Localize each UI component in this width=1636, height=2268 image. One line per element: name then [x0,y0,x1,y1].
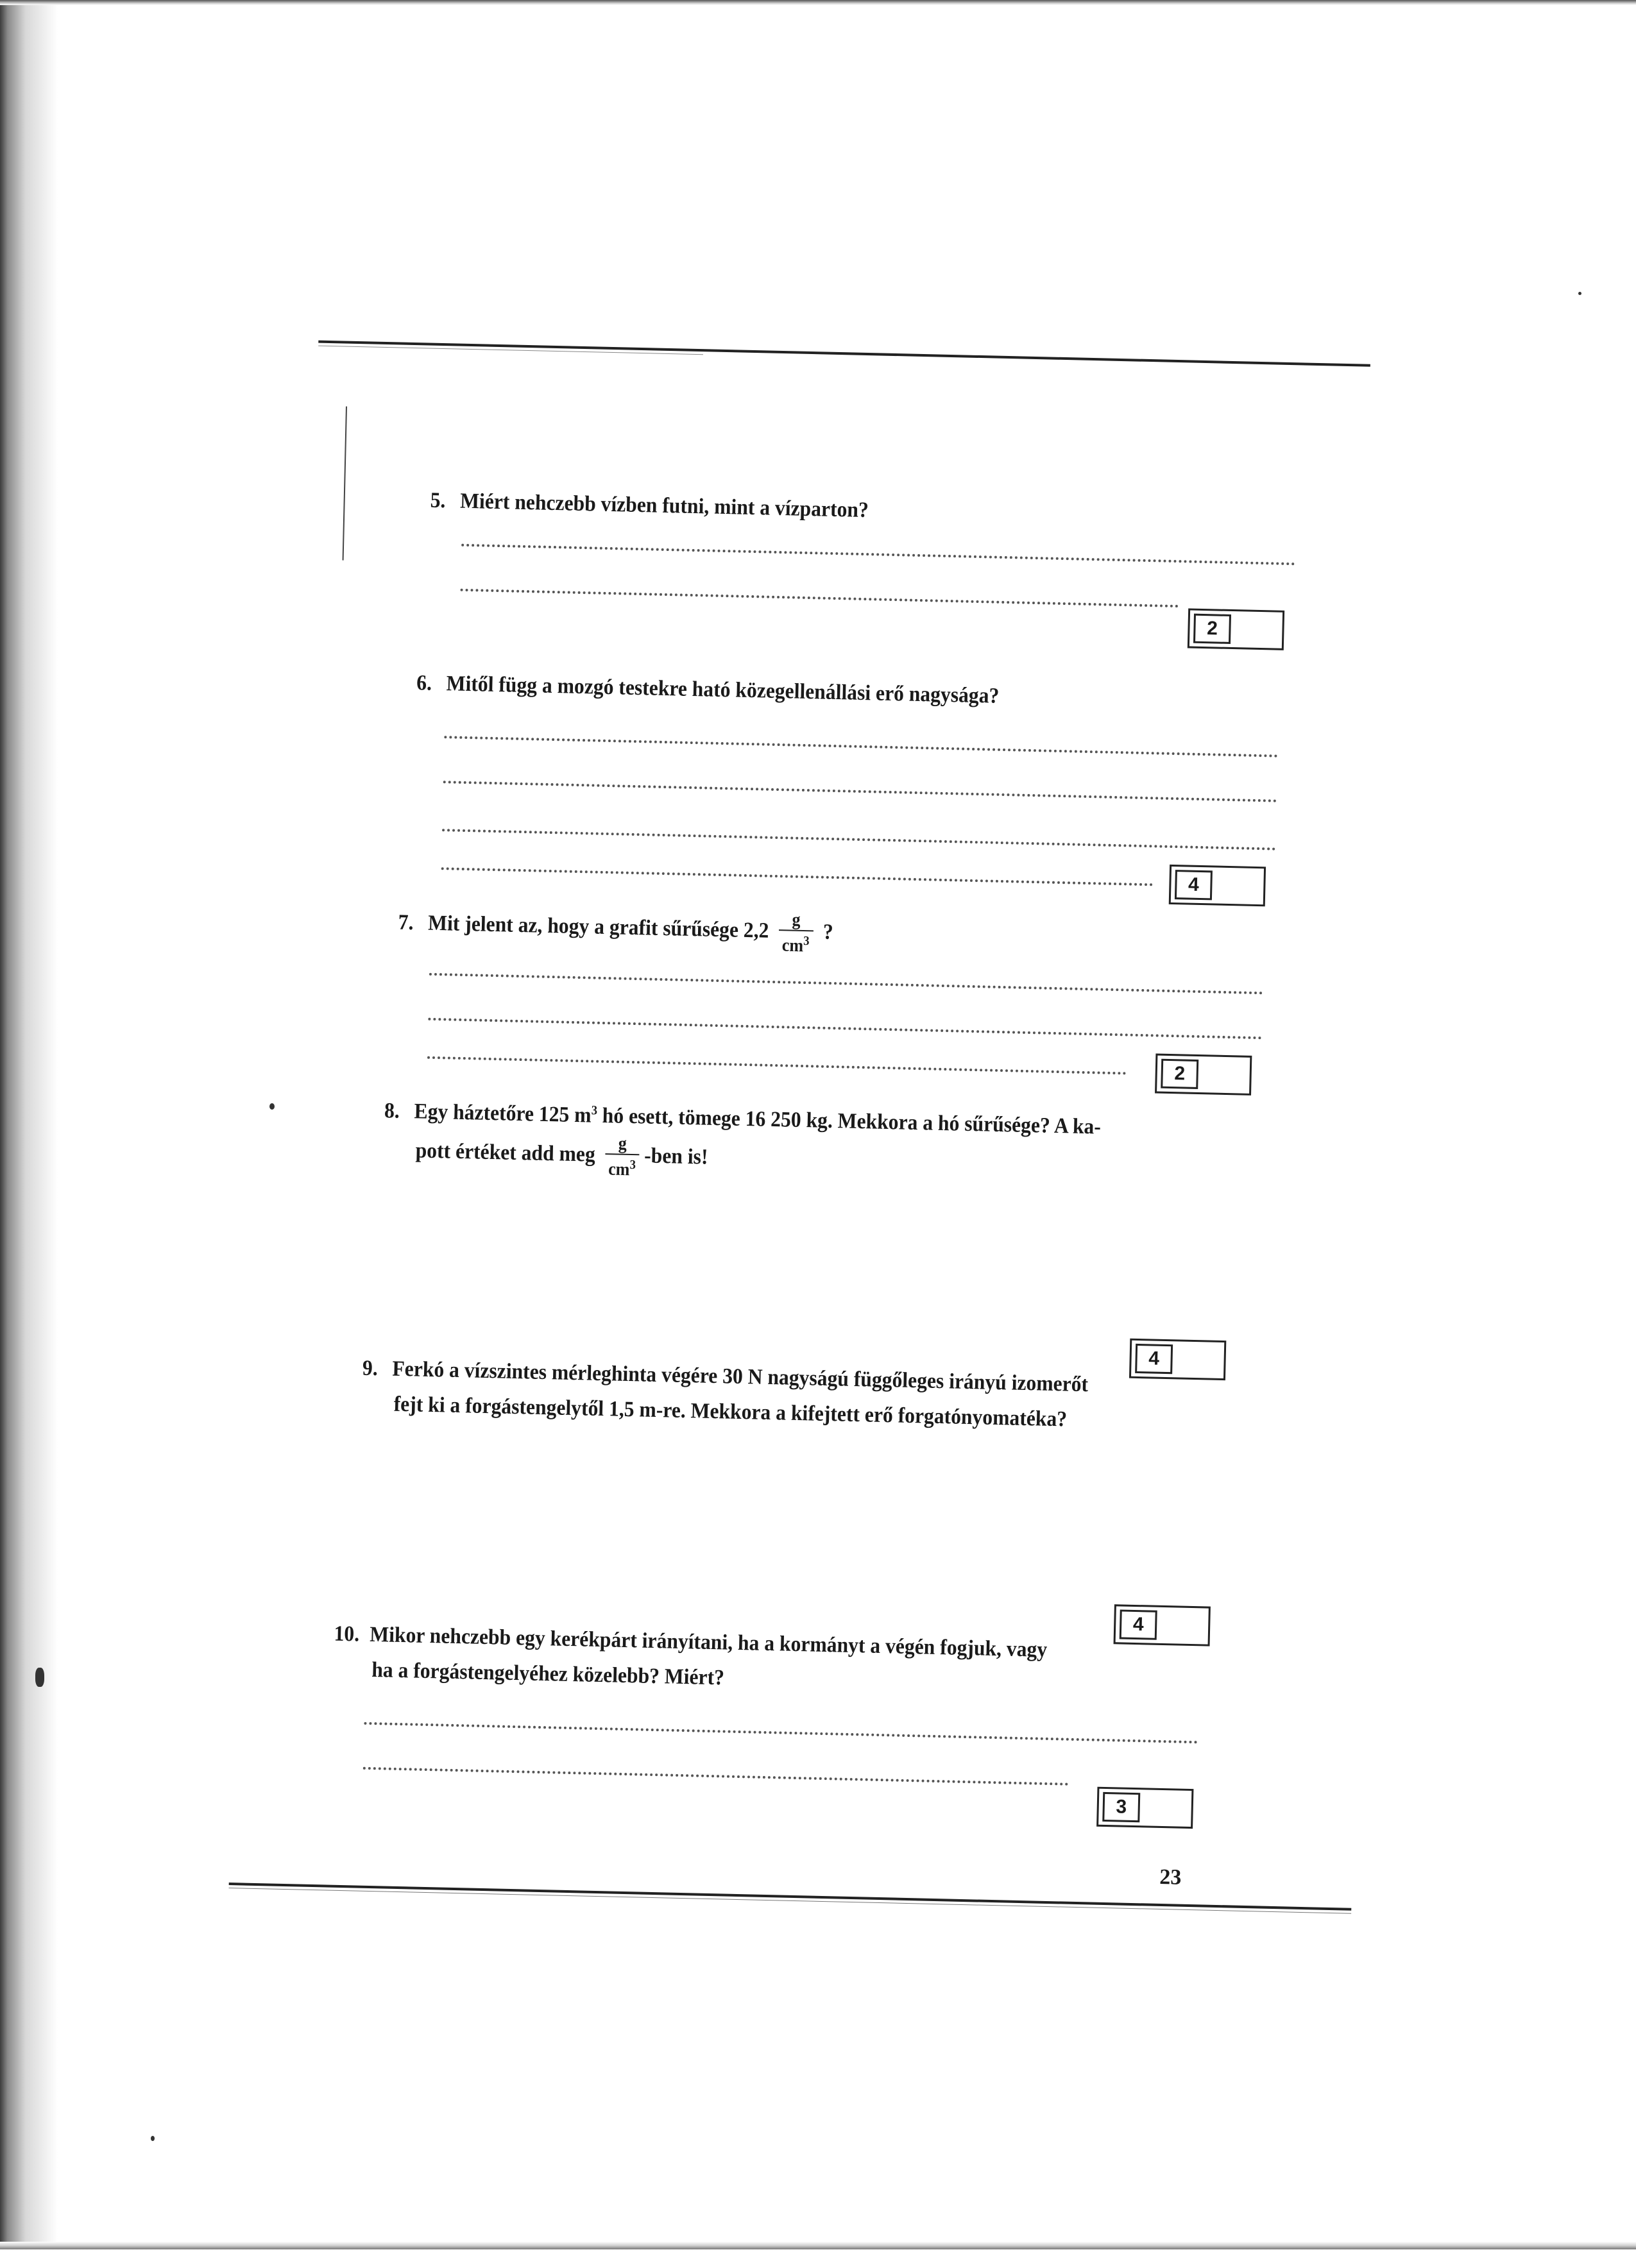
score-empty-cell[interactable] [1198,1056,1250,1094]
scan-speck [35,1668,44,1687]
answer-line[interactable] [441,867,1154,886]
scan-speck [269,1103,275,1110]
footer-rule [229,1883,1352,1911]
header-rule [318,341,1370,367]
question-5 [430,486,869,526]
question-text-line1: Ferkó a vízszintes mérleghinta végére 30 N nagyságú függőleges irányú izomerőt [392,1357,1089,1397]
score-empty-cell[interactable] [1157,1607,1209,1645]
question-number: 6. [416,671,432,695]
score-value: 4 [1175,870,1213,900]
question-8-line2: pott értéket add meg $\frac{g}{cm^3}$ -ben is! [415,1133,708,1180]
question-text-line2: ha a forgástengelyéhez közelebb? Miért? [371,1658,725,1690]
question-text-line1: Egy háztetőre 125 $m^3$ hó esett, tömege 16 250 kg. Mekkora a hó sűrűsége? A ka- [414,1099,1102,1139]
score-box [1129,1339,1226,1380]
question-7 [398,902,833,957]
margin-rule [343,407,347,561]
scan-speck [151,2136,155,2141]
score-value: 2 [1161,1059,1198,1089]
score-box [1114,1604,1211,1646]
question-text: Miért nehczebb vízben futni, mint a vízparton? [459,489,869,523]
question-text-line1: Mikor nehczebb egy kerékpárt irányítani, ha a kormányt a végén fogjuk, vagy [369,1622,1048,1662]
question-text-line2: fejt ki a forgástengelytől 1,5 m-re. Mekkora a kifejtett erő forgatónyomatéka? [393,1392,1068,1432]
question-number: 7. [398,910,414,935]
answer-line[interactable] [443,781,1277,802]
score-empty-cell[interactable] [1139,1790,1191,1827]
answer-line[interactable] [429,973,1263,994]
score-value: 2 [1193,614,1231,644]
footer-rule-thin [229,1888,1352,1914]
score-box [1169,865,1266,906]
question-6 [416,668,1000,712]
fraction-g-per-cm3: $\frac{g}{cm^3}$ [604,1134,640,1180]
answer-line[interactable] [428,1018,1262,1039]
answer-line[interactable] [442,829,1276,850]
question-10-line2 [371,1655,725,1693]
question-number: 5. [430,488,446,513]
answer-line[interactable] [444,736,1278,757]
fraction-g-per-cm3: $\frac{g}{cm^3}$ [778,910,814,956]
score-value: 4 [1135,1344,1173,1374]
question-number: 9. [362,1356,379,1381]
score-empty-cell[interactable] [1172,1341,1224,1378]
score-box [1096,1787,1193,1829]
score-value: 3 [1102,1792,1140,1822]
score-box [1155,1053,1252,1095]
question-number: 8. [384,1099,400,1124]
scan-speck [1578,292,1581,295]
question-number: 10. [334,1621,360,1646]
score-empty-cell[interactable] [1212,867,1264,904]
answer-line[interactable] [461,589,1179,607]
question-text: Mitől függ a mozgó testekre ható közegellenállási erő nagysága? [446,672,1000,708]
question-text: Mit jelent az, hogy a grafit sűrűsége 2,2 [427,911,769,943]
answer-line[interactable] [363,1767,1069,1786]
question-mark: ? [822,920,834,945]
score-empty-cell[interactable] [1231,611,1282,648]
answer-line[interactable] [364,1722,1198,1743]
score-value: 4 [1120,1609,1157,1639]
answer-line[interactable] [427,1056,1127,1075]
answer-line[interactable] [461,544,1295,565]
score-box [1188,608,1284,650]
page-number: 23 [1159,1865,1182,1890]
